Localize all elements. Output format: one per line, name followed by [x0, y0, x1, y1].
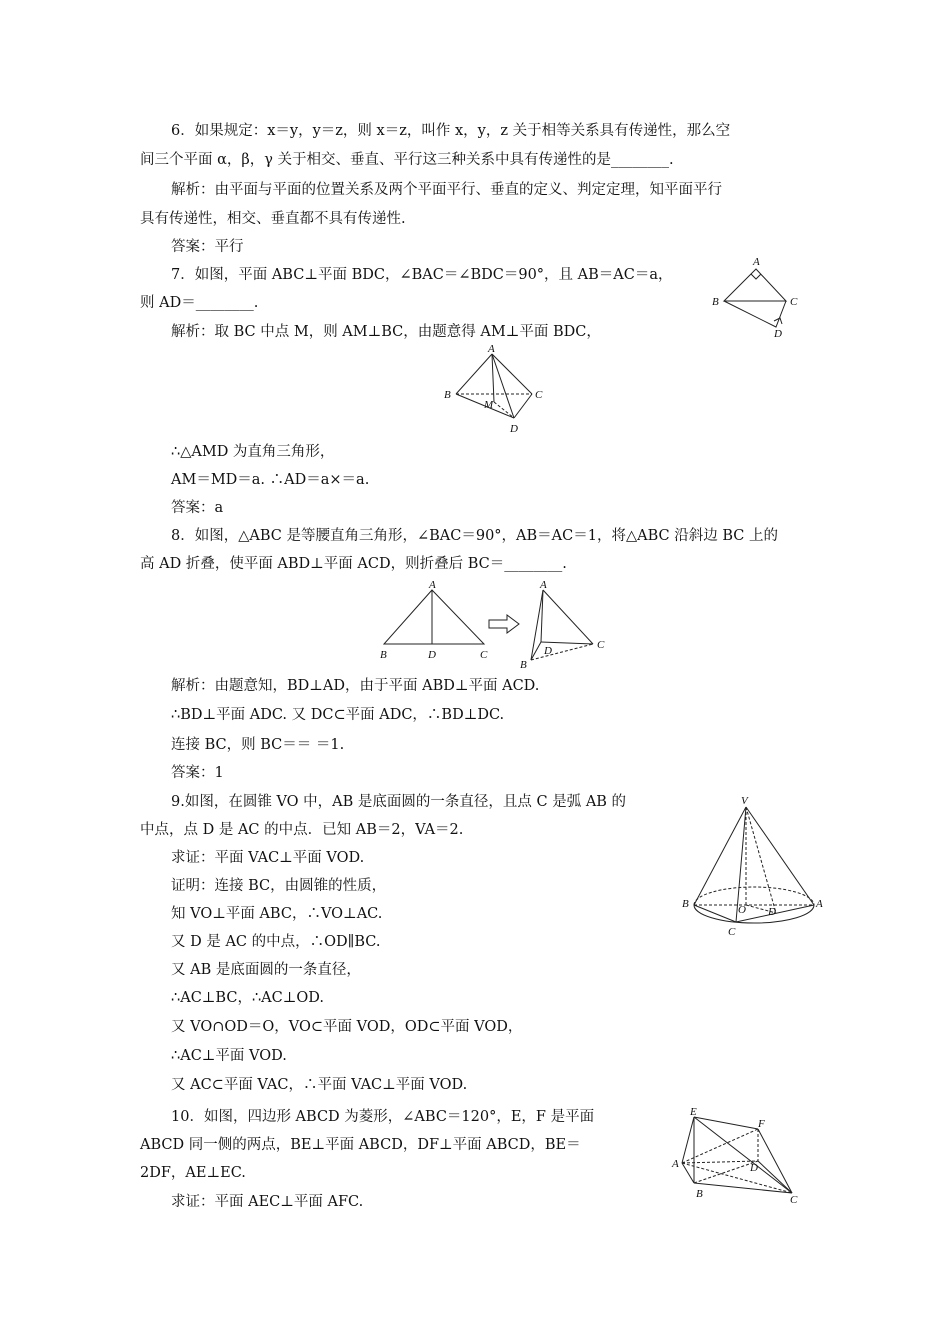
q7-figure-2: [440, 342, 550, 437]
q6-analysis-1: 解析：由平面与平面的位置关系及两个平面平行、垂直的定义、判定定理，知平面平行: [171, 182, 722, 198]
q6-analysis-2: 具有传递性，相交、垂直都不具有传递性.: [140, 211, 406, 227]
q6-line-2: 间三个平面 α，β，γ 关于相交、垂直、平行这三种关系中具有传递性的是________.: [140, 152, 674, 168]
q9-proof-2: 知 VO⊥平面 ABC，∴VO⊥AC.: [171, 906, 383, 922]
fig7-label-d: D: [774, 328, 782, 340]
q8-figure-left: [372, 580, 502, 665]
q9-line-1: 9.如图，在圆锥 VO 中，AB 是底面圆的一条直径，且点 C 是弧 AB 的: [171, 794, 627, 810]
fig8r-label-d: D: [544, 645, 552, 657]
fig9-label-c: C: [728, 926, 736, 938]
q7-figure-1: [708, 255, 818, 340]
fig8-label-a: A: [429, 579, 436, 591]
fig9-label-b: B: [682, 898, 689, 910]
fig8-label-b: B: [380, 649, 387, 661]
q9-proof-5: ∴AC⊥BC，∴AC⊥OD.: [171, 990, 324, 1006]
q9-proof-8: 又 AC⊂平面 VAC，∴平面 VAC⊥平面 VOD.: [171, 1077, 468, 1093]
fig10-label-f: F: [758, 1118, 765, 1130]
cone-base-front: [694, 905, 814, 923]
q9-proof-4: 又 AB 是底面圆的一条直径，: [171, 962, 361, 978]
fig10-label-c: C: [790, 1194, 798, 1206]
fig8r-label-b: B: [520, 659, 527, 671]
fig7b-label-a: A: [488, 343, 495, 355]
fig9-label-v: V: [741, 795, 748, 807]
fig10-label-d: D: [750, 1162, 758, 1174]
fig10-label-b: B: [696, 1188, 703, 1200]
q6-answer: 答案：平行: [171, 239, 244, 255]
fig9-label-d: D: [768, 906, 776, 918]
right-angle-mark-a: [751, 274, 761, 279]
cone-base-back: [694, 887, 814, 905]
fig7-label-c: C: [790, 296, 798, 308]
fig8r-label-a: A: [540, 579, 547, 591]
q9-line-2: 中点，点 D 是 AC 的中点．已知 AB＝2，VA＝2.: [140, 822, 464, 838]
q7-answer: 答案：a: [171, 500, 224, 516]
fig10-label-e: E: [690, 1106, 697, 1118]
q7-step-2: AM＝MD＝a. ∴AD＝a×＝a.: [171, 472, 370, 488]
q10-line-2: ABCD 同一侧的两点，BE⊥平面 ABCD，DF⊥平面 ABCD，BE＝: [140, 1137, 581, 1153]
fig7-label-a: A: [753, 256, 760, 268]
q9-proof-7: ∴AC⊥平面 VOD.: [171, 1048, 287, 1064]
q9-proof-3: 又 D 是 AC 的中点，∴OD∥BC.: [171, 934, 381, 950]
triangle-abc: [724, 269, 786, 301]
q9-cone-figure: [680, 795, 823, 940]
fig7b-label-c: C: [535, 389, 543, 401]
q9-proof-6: 又 VO∩OD＝O，VO⊂平面 VOD，OD⊂平面 VOD，: [171, 1019, 523, 1035]
fig8-label-d: D: [428, 649, 436, 661]
fig10-label-a: A: [672, 1158, 679, 1170]
triangle-abc: [384, 590, 484, 644]
fig7b-label-d: D: [510, 423, 518, 435]
q7-analysis: 解析：取 BC 中点 M，则 AM⊥BC，由题意得 AM⊥平面 BDC，: [171, 324, 601, 340]
q8-line-1: 8．如图，△ABC 是等腰直角三角形，∠BAC＝90°，AB＝AC＝1，将△ABC 沿斜边 BC 上的: [171, 528, 778, 544]
q10-line-3: 2DF，AE⊥EC.: [140, 1165, 246, 1181]
fig7b-label-m: M: [484, 399, 494, 411]
q10-line-1: 10．如图，四边形 ABCD 为菱形，∠ABC＝120°，E，F 是平面: [171, 1109, 595, 1125]
triangle-bdc: [724, 301, 786, 327]
q8-figure-right: [515, 578, 615, 673]
q10-prove: 求证：平面 AEC⊥平面 AFC.: [171, 1194, 364, 1210]
fig9-label-a: A: [816, 898, 823, 910]
q6-line-1: 6．如果规定：x＝y，y＝z，则 x＝z，叫作 x，y，z 关于相等关系具有传递性，那么空: [171, 123, 731, 139]
q8-answer: 答案：1: [171, 765, 224, 781]
q7-line-2: 则 AD＝________.: [140, 295, 259, 311]
q7-step-1: ∴△AMD 为直角三角形，: [171, 444, 335, 460]
q10-rhombus-figure: [672, 1105, 812, 1205]
q9-prove: 求证：平面 VAC⊥平面 VOD.: [171, 850, 365, 866]
q7-line-1: 7．如图，平面 ABC⊥平面 BDC，∠BAC＝∠BDC＝90°，且 AB＝AC＝a，: [171, 267, 673, 283]
fig8r-label-c: C: [597, 639, 605, 651]
q8-analysis-1: 解析：由题意知，BD⊥AD，由于平面 ABD⊥平面 ACD.: [171, 678, 540, 694]
fig7b-label-b: B: [444, 389, 451, 401]
fig8-label-c: C: [480, 649, 488, 661]
q8-analysis-2: ∴BD⊥平面 ADC. 又 DC⊂平面 ADC，∴BD⊥DC.: [171, 707, 505, 723]
fig9-label-o: O: [738, 904, 746, 916]
fig7-label-b: B: [712, 296, 719, 308]
q9-proof-1: 证明：连接 BC，由圆锥的性质，: [171, 878, 387, 894]
q8-line-2: 高 AD 折叠，使平面 ABD⊥平面 ACD，则折叠后 BC＝________.: [140, 556, 567, 572]
q8-analysis-3: 连接 BC，则 BC＝＝ ＝1.: [171, 737, 345, 753]
